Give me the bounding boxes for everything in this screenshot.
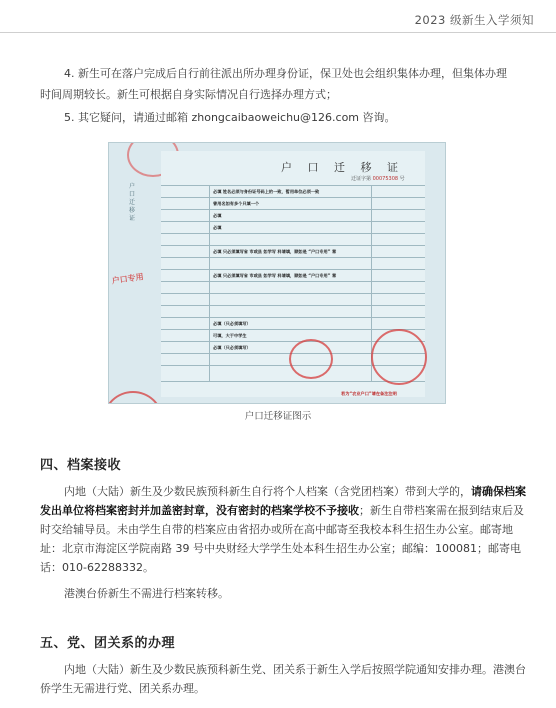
section-5-paragraph: 内地（大陆）新生及少数民族预科新生党、团关系于新生入学后按照学院通知安排办理。港澳台侨学生无需进行党、团关系办理。 [40, 663, 526, 695]
household-transfer-certificate-image [108, 142, 446, 404]
figure-caption: 户口迁移证图示 [244, 411, 312, 422]
stamp-left [108, 391, 163, 404]
section-5-heading: 五、党、团关系的办理 [40, 636, 176, 651]
certificate-side-label: 户口迁移证 [129, 183, 136, 222]
certificate-title: 户 口 迁 移 证 [281, 161, 404, 174]
certificate-number: 迁证字第 00075308 号 [351, 176, 405, 182]
list-item-4-line2: 时间周期较长。新生可根据自身实际情况自行选择办理方式； [40, 88, 337, 101]
stamp-middle [289, 339, 333, 379]
certificate-row-text: 必填（只必须填写） [213, 321, 251, 326]
certificate-row-text: 必填 [213, 213, 222, 218]
certificate-row-text: 必填（只必须填写） [213, 345, 251, 350]
list-item-5: 5. 其它疑问，请通过邮箱 zhongcaibaoweichu@126.com 咨询。 [64, 111, 396, 124]
header-divider [0, 32, 556, 33]
list-item-4-line1: 4. 新生可在落户完成后自行前往派出所办理身份证，保卫处也会组织集体办理，但集体办理 [64, 67, 507, 80]
certificate-row-text: 曾用名如有多个只填一个 [213, 201, 260, 206]
stamp-right [371, 329, 427, 385]
certificate-row-text: 必填 只必须填写省 市或县 如学写 科请填，顺如是 “户口专用” 章 [213, 273, 337, 278]
section-4-paragraph-1: 内地（大陆）新生及少数民族预科新生自行将个人档案（含党团档案）带到大学的，请确保档案发出单位将档案密封并加盖密封章，没有密封的档案学校不予接收；新生自带档案需在报到结束后及时交给辅导员。未由学生自带的档案应由省招办或所在高中邮寄至我校本科生招生办公室。邮寄地址：北京市海淀区学院南路 39 号中央财经大学学生处本科生招生办公室；邮编：100081；邮寄电话：010-62288332。 [40, 485, 526, 574]
certificate-row-text: 必填 只必须填写省 市或县 如学写 科请填，顺如是 “户口专用” 章 [213, 249, 337, 254]
certificate-side-red-label: 户口专用 [111, 272, 145, 286]
section-4-emphasis: 请确保档案发出单位将档案密封并加盖密封章，没有密封的档案学校不予接收 [40, 485, 526, 517]
section-4-paragraph-2: 港澳台侨新生不需进行档案转移。 [64, 587, 229, 600]
certificate-row-text: 必填 姓名必须与身份证号码上的一致，暂用单位必须一致 [213, 189, 320, 194]
page-header-title: 2023 级新生入学须知 [414, 13, 534, 27]
certificate-row-text: 必填 [213, 225, 222, 230]
certificate-row-text: 可填，大于中学生 [213, 333, 247, 338]
certificate-stamp-note: 若为“农业户口”请在备注注明 [341, 391, 397, 396]
section-4-heading: 四、档案接收 [40, 458, 122, 473]
